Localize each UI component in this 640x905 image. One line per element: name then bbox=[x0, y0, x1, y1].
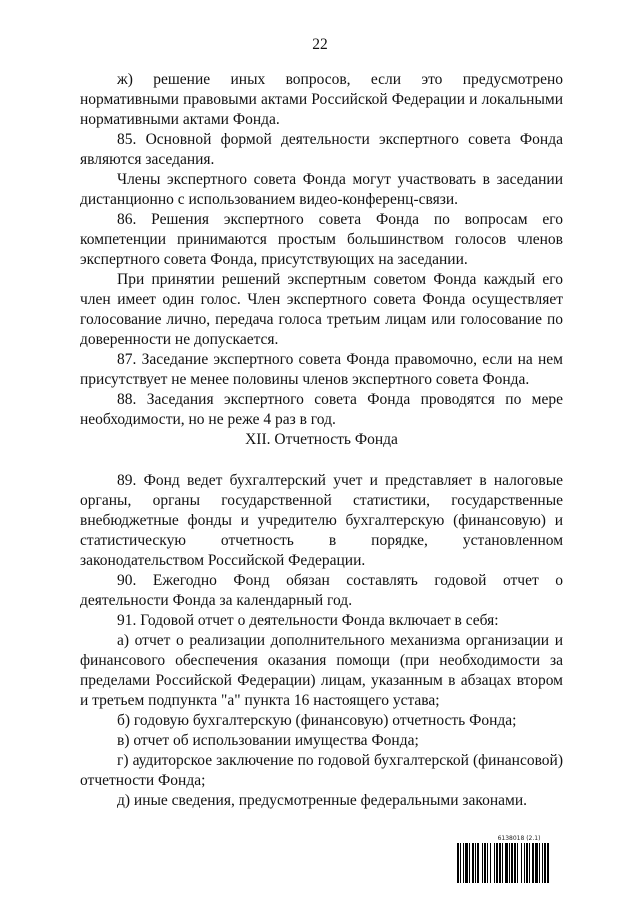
barcode-label: 6138018 (2.1) bbox=[497, 835, 541, 842]
paragraph: ж) решение иных вопросов, если это предусмотрено нормативными правовыми актами Российской Федерации и локальными нормативными актами Фонда. bbox=[80, 71, 563, 128]
barcode-image bbox=[457, 843, 581, 883]
paragraph: а) отчет о реализации дополнительного механизма организации и финансового обеспечения оказания помощи (при необходимости за пределами Российской Федерации) лицам, указанным в абзацах втором и третьем подпункта "а" пункта 16 настоящего устава; bbox=[80, 632, 563, 709]
paragraph: 88. Заседания экспертного совета Фонда проводятся по мере необходимости, но не реже 4 раз в год. bbox=[80, 391, 563, 428]
paragraph: д) иные сведения, предусмотренные федеральными законами. bbox=[117, 792, 528, 809]
paragraph: Члены экспертного совета Фонда могут участвовать в заседании дистанционно с использованием видео-конференц-связи. bbox=[80, 171, 563, 208]
paragraph: б) годовую бухгалтерскую (финансовую) отчетность Фонда; bbox=[117, 712, 517, 729]
paragraph: 87. Заседание экспертного совета Фонда правомочно, если на нем присутствует не менее половины членов экспертного совета Фонда. bbox=[80, 351, 563, 388]
barcode-bar bbox=[549, 843, 550, 883]
paragraph: При принятии решений экспертным советом Фонда каждый его член имеет один голос. Член экспертного совета Фонда осуществляет голосование лично, передача голоса третьим лицам или голосование по доверенности не допускается. bbox=[80, 271, 563, 348]
paragraph: 86. Решения экспертного совета Фонда по вопросам его компетенции принимаются простым большинством голосов членов экспертного совета Фонда, присутствующих на заседании. bbox=[80, 211, 563, 268]
page-number: 22 bbox=[312, 36, 328, 53]
paragraph: 85. Основной формой деятельности экспертного совета Фонда являются заседания. bbox=[80, 131, 563, 168]
paragraph: г) аудиторское заключение по годовой бухгалтерской (финансовой) отчетности Фонда; bbox=[80, 752, 563, 789]
paragraph: в) отчет об использовании имущества Фонда; bbox=[117, 732, 419, 749]
section-heading: XII. Отчетность Фонда bbox=[245, 431, 398, 448]
document-body bbox=[80, 70, 563, 811]
paragraph: 91. Годовой отчет о деятельности Фонда включает в себя: bbox=[117, 612, 499, 629]
barcode-block bbox=[457, 835, 581, 883]
paragraph: 90. Ежегодно Фонд обязан составлять годовой отчет о деятельности Фонда за календарный год. bbox=[80, 572, 563, 609]
paragraph: 89. Фонд ведет бухгалтерский учет и представляет в налоговые органы, органы государственной статистики, государственные внебюджетные фонды и учредителю бухгалтерскую (финансовую) и статистическую отчетность в порядке, установленном законодательством Российской Федерации. bbox=[80, 472, 563, 569]
